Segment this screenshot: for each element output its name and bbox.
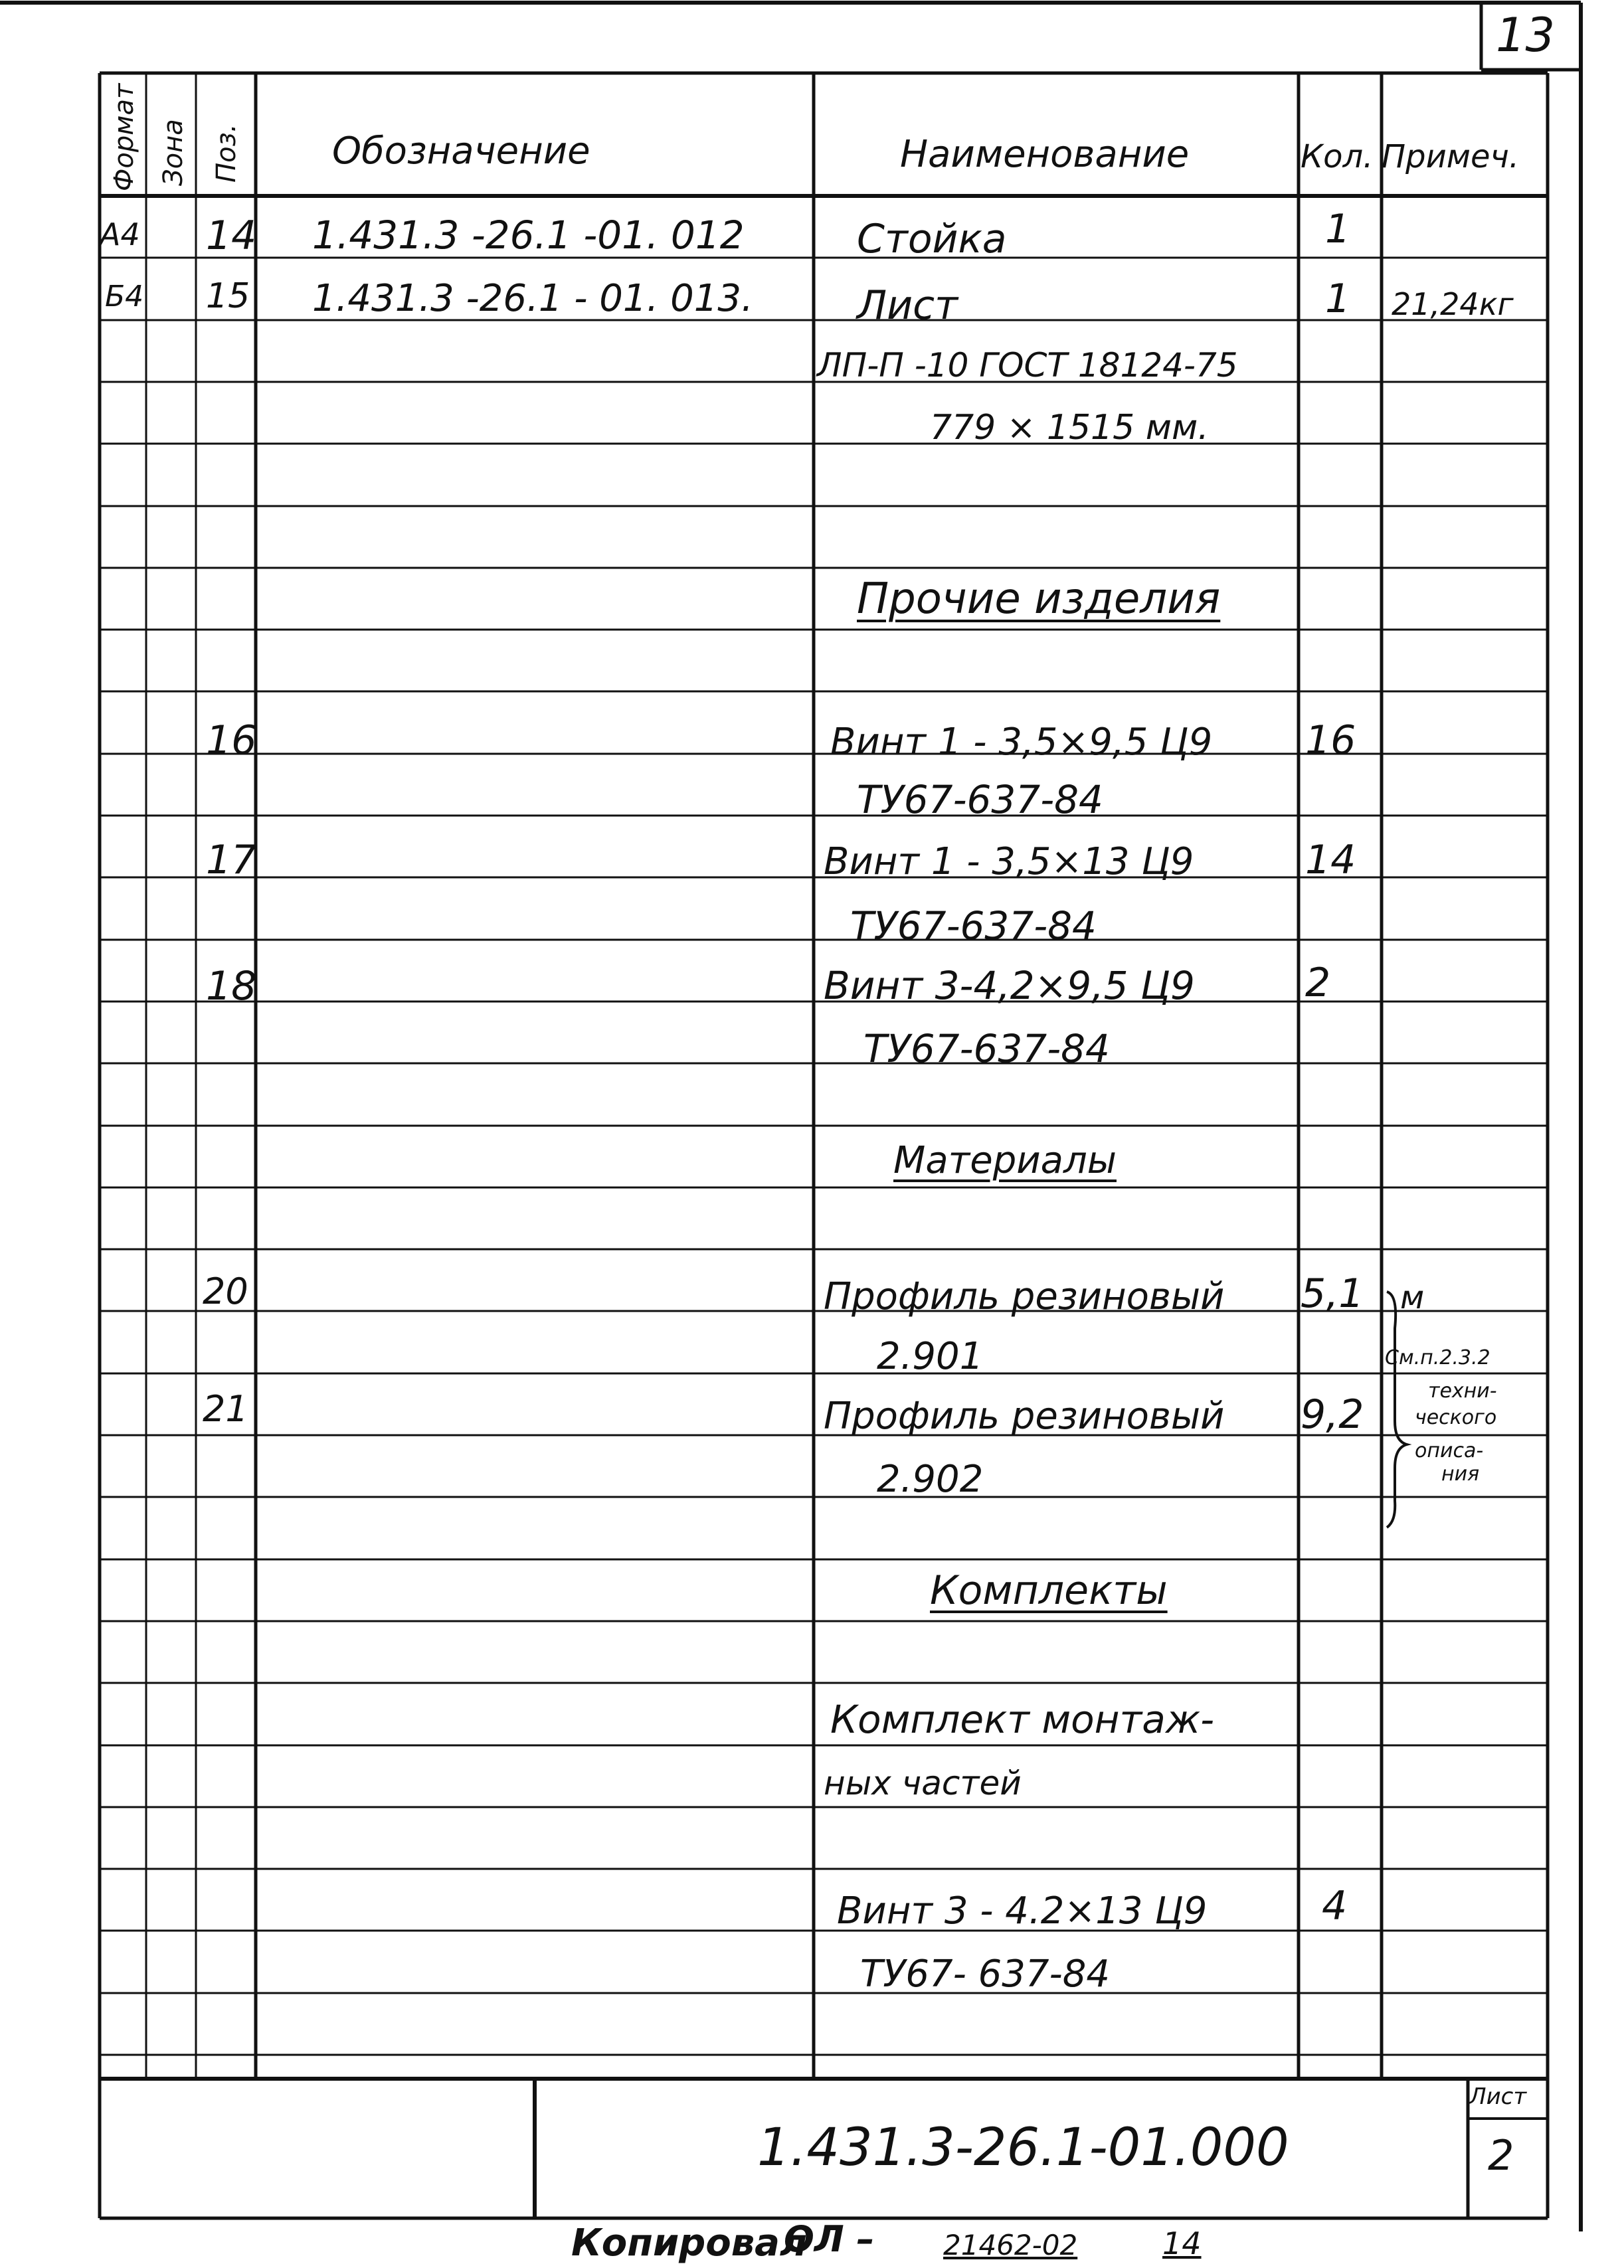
row-16-name: Винт 1 - 3,5×9,5 Ц9 <box>830 721 1213 764</box>
row-17-qty: 14 <box>1305 837 1356 883</box>
note-brace <box>1387 1292 1407 1527</box>
row-17b-name: ТУ67-637-84 <box>850 903 1097 948</box>
row-21-name: Профиль резиновый <box>824 1395 1225 1438</box>
row-21-qty: 9,2 <box>1301 1391 1364 1438</box>
header-qty: Кол. <box>1301 138 1374 175</box>
row-2-designation: 1.431.3 -26.1 - 01. 013. <box>312 277 753 320</box>
row-kit-3b-name: ТУ67- 637-84 <box>860 1953 1110 1996</box>
row-2-qty: 1 <box>1325 276 1351 322</box>
row-3-name: ЛП-П -10 ГОСТ 18124-75 <box>817 346 1238 385</box>
row-20-name: Профиль резиновый <box>824 1275 1225 1318</box>
section-kits: Комплекты <box>930 1567 1168 1614</box>
sheet-label: Лист <box>1469 2083 1527 2110</box>
header-designation: Обозначение <box>332 130 590 173</box>
row-2-name: Лист <box>857 282 958 329</box>
row-2-pos: 15 <box>206 276 250 316</box>
brace-note-1: См.п.2.3.2 <box>1385 1346 1490 1369</box>
row-1-name: Стойка <box>857 216 1007 262</box>
copied-label: Копировал <box>571 2222 807 2265</box>
row-1-qty: 1 <box>1325 206 1351 252</box>
row-18-name: Винт 3-4,2×9,5 Ц9 <box>824 963 1195 1008</box>
document-number: 1.431.3-26.1-01.000 <box>757 2118 1289 2178</box>
row-21b-name: 2.902 <box>877 1458 984 1501</box>
row-1-designation: 1.431.3 -26.1 -01. 012 <box>312 213 745 258</box>
row-kit-3-name: Винт 3 - 4.2×13 Ц9 <box>837 1889 1208 1933</box>
row-20-pos: 20 <box>203 1270 248 1312</box>
row-1-format: А4 <box>100 217 140 252</box>
header-zone: Зона <box>158 119 189 186</box>
order-number: 21462-02 <box>943 2229 1078 2261</box>
row-20-qty: 5,1 <box>1301 1270 1364 1317</box>
row-16-qty: 16 <box>1305 717 1356 764</box>
sheet-number: 2 <box>1488 2131 1514 2180</box>
row-2-format: Б4 <box>105 280 144 313</box>
header-note: Примеч. <box>1382 138 1520 175</box>
header-pos: Поз. <box>211 124 242 183</box>
header-format: Формат <box>109 83 139 191</box>
row-kit-3-qty: 4 <box>1322 1883 1348 1929</box>
row-kit-2-name: ных частей <box>824 1764 1022 1802</box>
row-20-note: м <box>1400 1279 1425 1316</box>
row-20b-name: 2.901 <box>877 1335 984 1378</box>
row-18-pos: 18 <box>206 963 257 1009</box>
format-number: 14 <box>1162 2225 1202 2261</box>
page-number: 13 <box>1496 8 1556 62</box>
row-4-name: 779 × 1515 мм. <box>930 408 1209 448</box>
row-17-name: Винт 1 - 3,5×13 Ц9 <box>824 840 1194 883</box>
brace-note-4: описа- <box>1415 1439 1484 1462</box>
row-2-note: 21,24кг <box>1392 286 1514 322</box>
row-1-pos: 14 <box>206 213 257 259</box>
brace-note-2: техни- <box>1428 1379 1497 1403</box>
row-17-pos: 17 <box>206 837 257 883</box>
section-materials: Материалы <box>893 1139 1117 1182</box>
row-18b-name: ТУ67-637-84 <box>863 1026 1110 1071</box>
row-18-qty: 2 <box>1305 960 1331 1006</box>
row-21-pos: 21 <box>203 1388 248 1430</box>
row-kit-1-name: Комплект монтаж- <box>830 1697 1215 1742</box>
row-16-pos: 16 <box>206 717 257 764</box>
row-16b-name: ТУ67-637-84 <box>857 777 1103 822</box>
copier-signature: ОЛ – <box>784 2218 875 2260</box>
header-name: Наименование <box>900 133 1190 176</box>
brace-note-5: ния <box>1441 1462 1480 1486</box>
brace-note-3: ческого <box>1415 1406 1497 1429</box>
section-other-items: Прочие изделия <box>857 574 1221 624</box>
